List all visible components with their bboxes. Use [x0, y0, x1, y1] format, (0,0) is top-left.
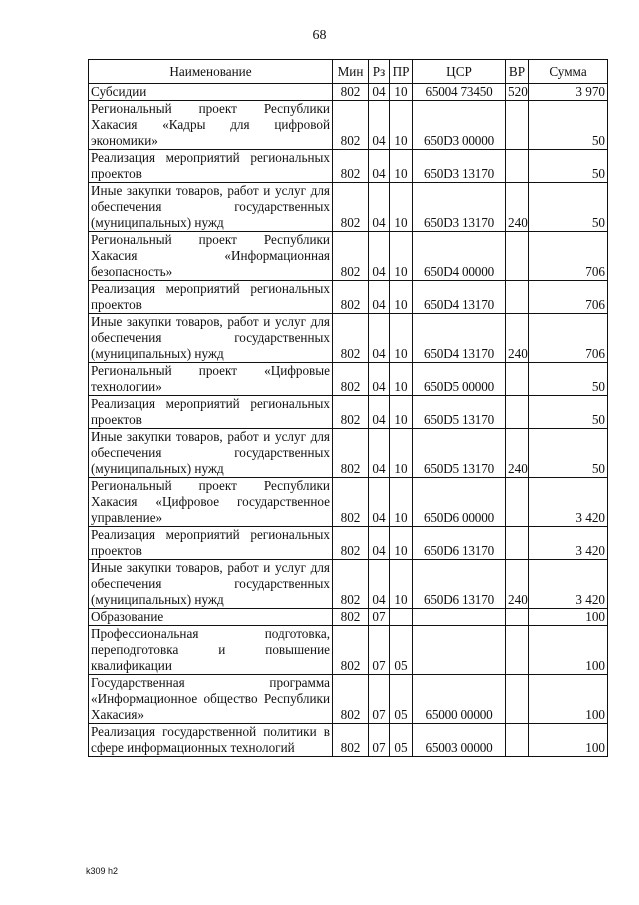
- cell-pr: 10: [390, 363, 413, 396]
- cell-rz: 04: [369, 232, 390, 281]
- cell-pr: [390, 609, 413, 626]
- cell-rz: 04: [369, 314, 390, 363]
- cell-sum: 706: [529, 314, 608, 363]
- cell-pr: 10: [390, 560, 413, 609]
- cell-rz: 07: [369, 724, 390, 757]
- cell-sum: 3 420: [529, 478, 608, 527]
- cell-pr: 10: [390, 281, 413, 314]
- cell-csr: 650D6 13170: [413, 560, 506, 609]
- cell-min: 802: [333, 84, 369, 101]
- cell-pr: 05: [390, 626, 413, 675]
- cell-rz: 04: [369, 150, 390, 183]
- page-number: 68: [312, 28, 327, 43]
- cell-pr: 10: [390, 478, 413, 527]
- cell-min: 802: [333, 101, 369, 150]
- cell-min: 802: [333, 609, 369, 626]
- cell-pr: 10: [390, 396, 413, 429]
- cell-min: 802: [333, 150, 369, 183]
- cell-pr: 10: [390, 183, 413, 232]
- cell-name: Иные закупки товаров, работ и услуг для обеспечения государственных (муниципальных) нужд: [89, 314, 333, 363]
- cell-sum: 100: [529, 609, 608, 626]
- header-name: Наименование: [89, 60, 333, 84]
- cell-min: 802: [333, 396, 369, 429]
- table-row: [89, 675, 608, 724]
- cell-vr: [506, 527, 529, 560]
- table-row: [89, 429, 608, 478]
- cell-vr: [506, 232, 529, 281]
- cell-min: 802: [333, 314, 369, 363]
- cell-csr: 650D3 13170: [413, 183, 506, 232]
- cell-sum: 50: [529, 396, 608, 429]
- cell-name: Иные закупки товаров, работ и услуг для обеспечения государственных (муниципальных) нужд: [89, 560, 333, 609]
- cell-rz: 04: [369, 281, 390, 314]
- cell-rz: 07: [369, 675, 390, 724]
- cell-name: Региональный проект Республики Хакасия «Кадры для цифровой экономики»: [89, 101, 333, 150]
- cell-min: 802: [333, 363, 369, 396]
- cell-rz: 04: [369, 527, 390, 560]
- cell-pr: 10: [390, 84, 413, 101]
- header-pr: ПР: [390, 60, 413, 84]
- cell-csr: 650D5 13170: [413, 396, 506, 429]
- cell-csr: 650D4 13170: [413, 281, 506, 314]
- cell-min: 802: [333, 429, 369, 478]
- cell-name: Реализация мероприятий региональных проектов: [89, 527, 333, 560]
- header-csr: ЦСР: [413, 60, 506, 84]
- cell-vr: 240: [506, 183, 529, 232]
- cell-name: Иные закупки товаров, работ и услуг для обеспечения государственных (муниципальных) нужд: [89, 183, 333, 232]
- cell-vr: 240: [506, 560, 529, 609]
- cell-sum: 50: [529, 150, 608, 183]
- table-row: [89, 626, 608, 675]
- cell-name: Региональный проект «Цифровые технологии»: [89, 363, 333, 396]
- cell-pr: 05: [390, 724, 413, 757]
- cell-csr: 650D3 13170: [413, 150, 506, 183]
- cell-vr: [506, 724, 529, 757]
- table-row: [89, 478, 608, 527]
- cell-min: 802: [333, 675, 369, 724]
- cell-name: Региональный проект Республики Хакасия «Цифровое государственное управление»: [89, 478, 333, 527]
- cell-rz: 07: [369, 626, 390, 675]
- cell-sum: 50: [529, 363, 608, 396]
- cell-sum: 706: [529, 281, 608, 314]
- cell-rz: 04: [369, 363, 390, 396]
- cell-vr: [506, 609, 529, 626]
- cell-sum: 706: [529, 232, 608, 281]
- cell-vr: [506, 150, 529, 183]
- cell-rz: 07: [369, 609, 390, 626]
- cell-min: 802: [333, 626, 369, 675]
- cell-name: Реализация мероприятий региональных проектов: [89, 150, 333, 183]
- cell-csr: 650D4 00000: [413, 232, 506, 281]
- cell-csr: 650D6 13170: [413, 527, 506, 560]
- cell-rz: 04: [369, 183, 390, 232]
- table-header-row: [89, 60, 608, 84]
- cell-csr: 650D5 13170: [413, 429, 506, 478]
- cell-sum: 100: [529, 724, 608, 757]
- table-row: [89, 560, 608, 609]
- cell-vr: [506, 626, 529, 675]
- cell-sum: 50: [529, 429, 608, 478]
- table-row: [89, 150, 608, 183]
- cell-vr: [506, 363, 529, 396]
- cell-rz: 04: [369, 84, 390, 101]
- cell-min: 802: [333, 560, 369, 609]
- cell-pr: 10: [390, 150, 413, 183]
- table-row: [89, 527, 608, 560]
- cell-min: 802: [333, 232, 369, 281]
- table-row: [89, 609, 608, 626]
- cell-pr: 10: [390, 232, 413, 281]
- cell-min: 802: [333, 183, 369, 232]
- cell-rz: 04: [369, 478, 390, 527]
- table-row: [89, 363, 608, 396]
- cell-rz: 04: [369, 396, 390, 429]
- cell-vr: 520: [506, 84, 529, 101]
- cell-vr: [506, 101, 529, 150]
- cell-sum: 50: [529, 101, 608, 150]
- table-row: [89, 183, 608, 232]
- cell-vr: [506, 675, 529, 724]
- header-rz: Рз: [369, 60, 390, 84]
- cell-csr: [413, 609, 506, 626]
- table-row: [89, 396, 608, 429]
- cell-name: Государственная программа «Информационное общество Республики Хакасия»: [89, 675, 333, 724]
- cell-csr: [413, 626, 506, 675]
- cell-min: 802: [333, 281, 369, 314]
- table-row: [89, 84, 608, 101]
- cell-pr: 05: [390, 675, 413, 724]
- cell-pr: 10: [390, 429, 413, 478]
- table-row: [89, 314, 608, 363]
- cell-name: Реализация государственной политики в сфере информационных технологий: [89, 724, 333, 757]
- table-row: [89, 232, 608, 281]
- cell-min: 802: [333, 478, 369, 527]
- table-row: [89, 724, 608, 757]
- cell-name: Региональный проект Республики Хакасия «Информационная безопасность»: [89, 232, 333, 281]
- cell-name: Иные закупки товаров, работ и услуг для обеспечения государственных (муниципальных) нужд: [89, 429, 333, 478]
- cell-rz: 04: [369, 429, 390, 478]
- cell-sum: 3 420: [529, 560, 608, 609]
- header-vr: ВР: [506, 60, 529, 84]
- cell-name: Реализация мероприятий региональных проектов: [89, 281, 333, 314]
- cell-sum: 3 970: [529, 84, 608, 101]
- cell-csr: 65004 73450: [413, 84, 506, 101]
- cell-sum: 100: [529, 675, 608, 724]
- cell-csr: 65000 00000: [413, 675, 506, 724]
- cell-sum: 3 420: [529, 527, 608, 560]
- cell-rz: 04: [369, 101, 390, 150]
- budget-table: [88, 59, 608, 757]
- cell-min: 802: [333, 527, 369, 560]
- cell-name: Образование: [89, 609, 333, 626]
- cell-sum: 50: [529, 183, 608, 232]
- cell-pr: 10: [390, 527, 413, 560]
- cell-csr: 650D5 00000: [413, 363, 506, 396]
- cell-rz: 04: [369, 560, 390, 609]
- cell-csr: 650D6 00000: [413, 478, 506, 527]
- cell-name: Реализация мероприятий региональных проектов: [89, 396, 333, 429]
- cell-sum: 100: [529, 626, 608, 675]
- cell-pr: 10: [390, 101, 413, 150]
- table-row: [89, 101, 608, 150]
- cell-csr: 650D3 00000: [413, 101, 506, 150]
- header-sum: Сумма: [529, 60, 608, 84]
- cell-vr: [506, 478, 529, 527]
- cell-name: Субсидии: [89, 84, 333, 101]
- cell-pr: 10: [390, 314, 413, 363]
- footer-code: k309 h2: [86, 866, 119, 876]
- header-min: Мин: [333, 60, 369, 84]
- cell-name: Профессиональная подготовка, переподготовка и повышение квалификации: [89, 626, 333, 675]
- cell-vr: 240: [506, 314, 529, 363]
- cell-csr: 65003 00000: [413, 724, 506, 757]
- cell-vr: [506, 281, 529, 314]
- cell-vr: 240: [506, 429, 529, 478]
- cell-vr: [506, 396, 529, 429]
- table-row: [89, 281, 608, 314]
- cell-min: 802: [333, 724, 369, 757]
- cell-csr: 650D4 13170: [413, 314, 506, 363]
